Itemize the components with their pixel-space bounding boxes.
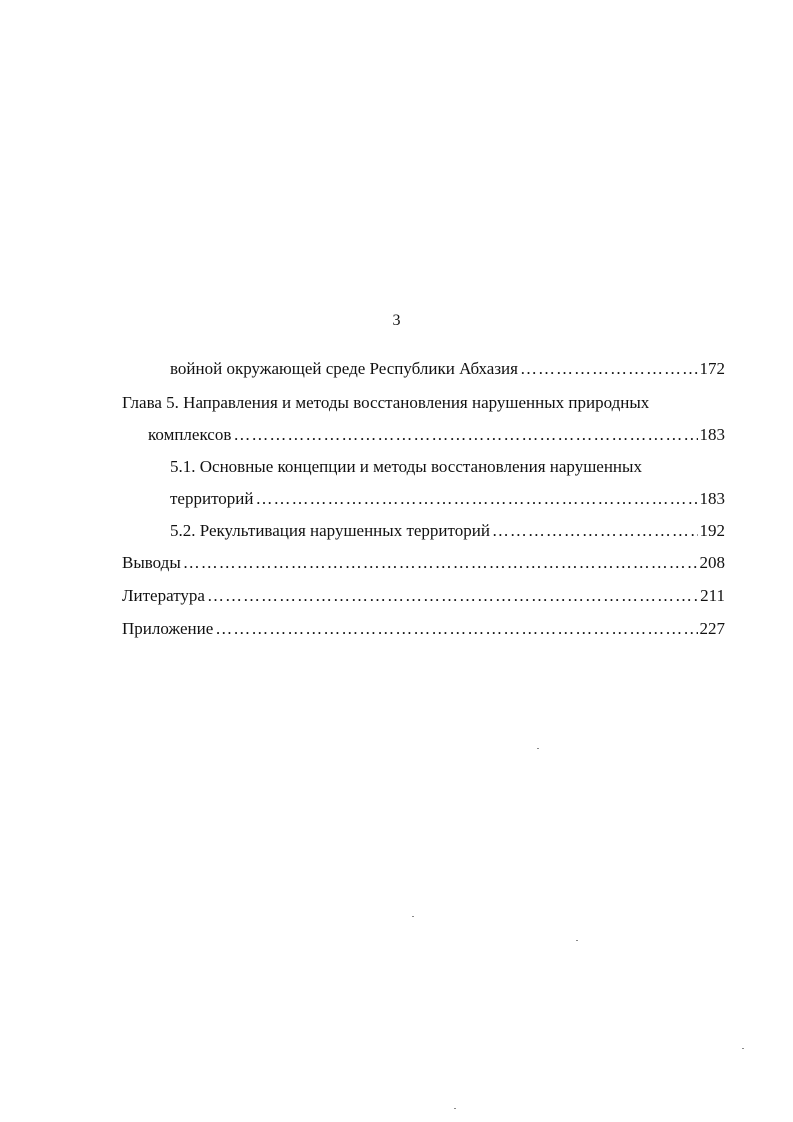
- toc-entry-page: 183: [699, 425, 725, 444]
- scan-speck: [742, 1048, 744, 1049]
- toc-entry-title: 5.2. Рекультивация нарушенных территорий: [170, 521, 490, 540]
- scan-speck: [412, 916, 414, 917]
- toc-entry: [122, 552, 725, 574]
- toc-entry-title: Приложение: [122, 619, 214, 638]
- toc-entry-page: 183: [699, 489, 725, 508]
- toc-entry: [122, 585, 725, 607]
- toc-leader-dots: [520, 358, 698, 380]
- toc-entry-title: Выводы: [122, 553, 181, 572]
- toc-entry-title: 5.1. Основные концепции и методы восстановления нарушенных: [170, 457, 642, 476]
- toc-leader-dots: [183, 552, 698, 574]
- toc-entry-title: комплексов: [148, 425, 232, 444]
- toc-leader-dots: [207, 585, 698, 607]
- scan-speck: [454, 1108, 456, 1109]
- toc-entry-page: 211: [700, 586, 725, 605]
- toc-entry-title: Глава 5. Направления и методы восстановления нарушенных природных: [122, 393, 650, 412]
- toc-entry: [148, 424, 725, 446]
- toc-leader-dots: [492, 520, 698, 542]
- toc-entry-page: 227: [699, 619, 725, 638]
- page-number: 3: [392, 312, 401, 329]
- toc-entry-page: 208: [699, 553, 725, 572]
- toc-entry-title: войной окружающей среде Республики Абхазия: [170, 359, 518, 378]
- toc-entry-page: 172: [699, 359, 725, 378]
- toc-entry-title: Литература: [122, 586, 205, 605]
- toc-entry: [170, 358, 725, 380]
- toc-entry: [122, 392, 722, 414]
- toc-entry-title: территорий: [170, 489, 254, 508]
- toc-leader-dots: [255, 488, 697, 510]
- toc-entry: [122, 618, 725, 640]
- toc-leader-dots: [215, 618, 697, 640]
- toc-leader-dots: [233, 424, 697, 446]
- scan-speck: [537, 748, 539, 749]
- toc-entry-page: 192: [699, 521, 725, 540]
- toc-entry: [170, 456, 710, 478]
- toc-entry: [170, 520, 725, 542]
- toc-entry: [170, 488, 725, 510]
- scan-speck: [576, 940, 578, 941]
